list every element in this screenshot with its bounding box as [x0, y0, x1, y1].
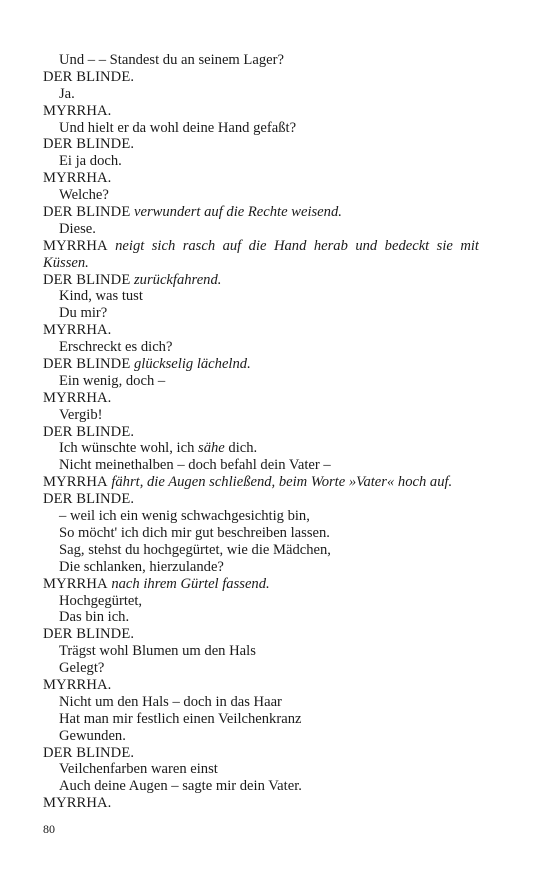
verse-line	[43, 339, 479, 356]
verse-line	[43, 305, 479, 322]
verse-line	[43, 593, 479, 610]
verse-line	[43, 457, 479, 474]
verse-text: Und hielt er da wohl deine Hand gefaßt?	[59, 119, 297, 136]
verse-line	[43, 660, 479, 677]
speaker-name: MYRRHA	[43, 237, 108, 254]
verse-line	[43, 694, 479, 711]
verse-text: So möcht' ich dich mir gut beschreiben lassen.	[59, 524, 330, 541]
verse-text: Die schlanken, hierzulande?	[59, 558, 224, 575]
speaker-line	[43, 576, 479, 593]
speaker-line	[43, 170, 479, 187]
verse-line	[43, 120, 479, 137]
verse-line	[43, 288, 479, 305]
verse-line	[43, 542, 479, 559]
speaker-name: MYRRHA.	[43, 389, 112, 406]
verse-text: Gelegt?	[59, 660, 105, 677]
verse-text: Erschreckt es dich?	[59, 339, 173, 356]
verse-text: Ei ja doch.	[59, 153, 122, 170]
verse-text: Kind, was tust	[59, 288, 143, 305]
verse-line	[43, 778, 479, 795]
verse-line	[43, 52, 479, 69]
speaker-name: DER BLINDE.	[43, 423, 135, 440]
stage-direction: zurückfahrend.	[134, 271, 222, 288]
verse-line	[43, 728, 479, 745]
stage-direction: fährt, die Augen schließend, beim Worte »Vater« hoch auf.	[111, 474, 453, 491]
speaker-line	[43, 424, 479, 441]
verse-emphasis: sähe	[198, 440, 225, 457]
verse-text: Vergib!	[59, 406, 103, 423]
verse-line	[43, 508, 479, 525]
stage-direction: verwundert auf die Rechte weisend.	[134, 204, 342, 221]
verse-line	[43, 440, 479, 457]
stage-direction: Küssen.	[43, 254, 89, 271]
speaker-name: MYRRHA	[43, 474, 108, 491]
verse-text: Welche?	[59, 187, 109, 204]
speaker-line	[43, 136, 479, 153]
verse-line	[43, 525, 479, 542]
stage-direction: glückselig lächelnd.	[134, 356, 251, 373]
verse-text: Das bin ich.	[59, 609, 130, 626]
speaker-name: DER BLINDE.	[43, 491, 135, 508]
verse-line	[43, 609, 479, 626]
verse-text: Nicht meinethalben – doch befahl dein Vater –	[59, 457, 331, 474]
verse-line	[43, 711, 479, 728]
speaker-line	[43, 272, 479, 289]
speaker-line	[43, 474, 479, 491]
verse-text: Diese.	[59, 220, 96, 237]
stage-direction: neigt sich rasch auf die Hand herab und bedeckt sie mit	[115, 237, 479, 254]
speaker-line	[43, 238, 479, 255]
verse-text: Hochgegürtet,	[59, 592, 143, 609]
speaker-name: DER BLINDE.	[43, 136, 135, 153]
verse-text: Ein wenig, doch –	[59, 372, 166, 389]
verse-text: dich.	[224, 440, 258, 457]
speaker-name: DER BLINDE.	[43, 744, 135, 761]
page-number: 80	[43, 822, 55, 836]
speaker-name: MYRRHA.	[43, 795, 112, 812]
speaker-line	[43, 677, 479, 694]
verse-text: Veilchenfarben waren einst	[59, 761, 218, 778]
verse-text: Sag, stehst du hochgegürtet, wie die Mädchen,	[59, 541, 331, 558]
verse-line	[43, 153, 479, 170]
stage-direction: nach ihrem Gürtel fassend.	[111, 575, 270, 592]
verse-line	[43, 86, 479, 103]
speaker-line	[43, 390, 479, 407]
verse-text: Auch deine Augen – sagte mir dein Vater.	[59, 778, 302, 795]
verse-text: – weil ich ein wenig schwachgesichtig bin,	[59, 508, 310, 525]
speaker-line	[43, 204, 479, 221]
verse-line	[43, 187, 479, 204]
verse-text: Gewunden.	[59, 727, 126, 744]
speaker-line	[43, 626, 479, 643]
verse-line	[43, 761, 479, 778]
speaker-line	[43, 491, 479, 508]
speaker-name: MYRRHA	[43, 575, 108, 592]
speaker-name: MYRRHA.	[43, 102, 112, 119]
verse-text: Ja.	[59, 85, 75, 102]
verse-line	[43, 221, 479, 238]
speaker-name: MYRRHA.	[43, 676, 112, 693]
speaker-line	[43, 356, 479, 373]
verse-line	[43, 407, 479, 424]
speaker-name: DER BLINDE	[43, 204, 131, 221]
speaker-name: MYRRHA.	[43, 322, 112, 339]
verse-text: Hat man mir festlich einen Veilchenkranz	[59, 710, 302, 727]
verse-text: Trägst wohl Blumen um den Hals	[59, 643, 256, 660]
verse-line	[43, 559, 479, 576]
speaker-line	[43, 69, 479, 86]
speaker-line	[43, 103, 479, 120]
speaker-name: DER BLINDE.	[43, 68, 135, 85]
speaker-name: MYRRHA.	[43, 170, 112, 187]
verse-text: Du mir?	[59, 305, 108, 322]
speaker-line	[43, 795, 479, 812]
stage-direction-line	[43, 255, 479, 272]
verse-line	[43, 643, 479, 660]
page-text	[43, 52, 479, 812]
speaker-name: DER BLINDE.	[43, 626, 135, 643]
speaker-line	[43, 745, 479, 762]
verse-text: Nicht um den Hals – doch in das Haar	[59, 693, 282, 710]
speaker-line	[43, 322, 479, 339]
verse-line	[43, 373, 479, 390]
speaker-name: DER BLINDE	[43, 356, 131, 373]
verse-text: Ich wünschte wohl, ich	[59, 440, 199, 457]
speaker-name: DER BLINDE	[43, 271, 131, 288]
verse-text: Und – – Standest du an seinem Lager?	[59, 52, 284, 68]
